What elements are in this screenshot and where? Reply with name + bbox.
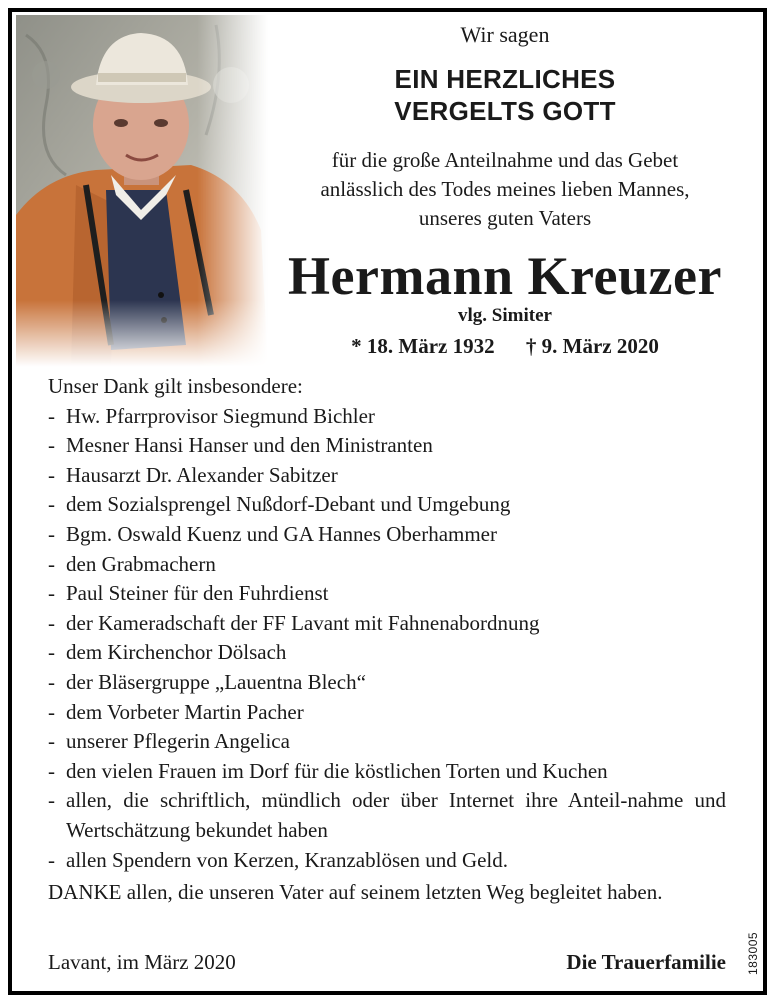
deceased-name: Hermann Kreuzer xyxy=(288,246,722,306)
list-item: - der Bläsergruppe „Lauentna Blech“ xyxy=(48,668,726,698)
life-dates xyxy=(270,334,740,359)
list-item: - Bgm. Oswald Kuenz und GA Hannes Oberhammer xyxy=(48,520,726,550)
photo-fade xyxy=(16,300,276,370)
list-item: - der Kameradschaft der FF Lavant mit Fahnenabordnung xyxy=(48,609,726,639)
signature: Die Trauerfamilie xyxy=(566,950,726,974)
list-item: - dem Kirchenchor Dölsach xyxy=(48,638,726,668)
list-item: - dem Sozialsprengel Nußdorf-Debant und Umgebung xyxy=(48,490,726,520)
reason-line-3: unseres guten Vaters xyxy=(418,206,592,230)
birth-date: * 18. März 1932 xyxy=(351,334,495,358)
reason-line-2: anlässlich des Todes meines lieben Mannes, xyxy=(320,177,690,201)
list-heading: Unser Dank gilt insbesondere: xyxy=(48,374,303,398)
thanks-body xyxy=(48,372,726,907)
reason-text xyxy=(270,146,740,233)
list-item: - Hausarzt Dr. Alexander Sabitzer xyxy=(48,461,726,491)
list-item: - unserer Pflegerin Angelica xyxy=(48,727,726,757)
closing-text: DANKE allen, die unseren Vater auf seinem letzten Weg begleitet haben. xyxy=(48,880,663,905)
thanks-heading xyxy=(270,63,740,127)
list-item: - allen Spendern von Kerzen, Kranzablösen und Geld. xyxy=(48,846,726,876)
list-item: - Hw. Pfarrprovisor Siegmund Bichler xyxy=(48,402,726,432)
reference-number: 183005 xyxy=(746,931,760,975)
list-item: - den vielen Frauen im Dorf für die köstlichen Torten und Kuchen xyxy=(48,757,726,787)
thanks-line-1: EIN HERZLICHES xyxy=(394,64,616,94)
place-date: Lavant, im März 2020 xyxy=(48,950,236,974)
intro-text: Wir sagen xyxy=(460,22,550,47)
thanks-list xyxy=(48,402,726,876)
list-item: - dem Vorbeter Martin Pacher xyxy=(48,698,726,728)
list-item: - Mesner Hansi Hanser und den Ministranten xyxy=(48,431,726,461)
thanks-line-2: VERGELTS GOTT xyxy=(394,96,616,126)
list-item: - den Grabmachern xyxy=(48,550,726,580)
reason-line-1: für die große Anteilnahme und das Gebet xyxy=(331,148,679,172)
list-item: - Paul Steiner für den Fuhrdienst xyxy=(48,579,726,609)
death-date: † 9. März 2020 xyxy=(525,334,659,358)
house-name: vlg. Simiter xyxy=(458,305,552,326)
list-item: - allen, die schriftlich, mündlich oder über Internet ihre Anteil-nahme und Wertschätzung bekundet haben xyxy=(48,786,726,845)
